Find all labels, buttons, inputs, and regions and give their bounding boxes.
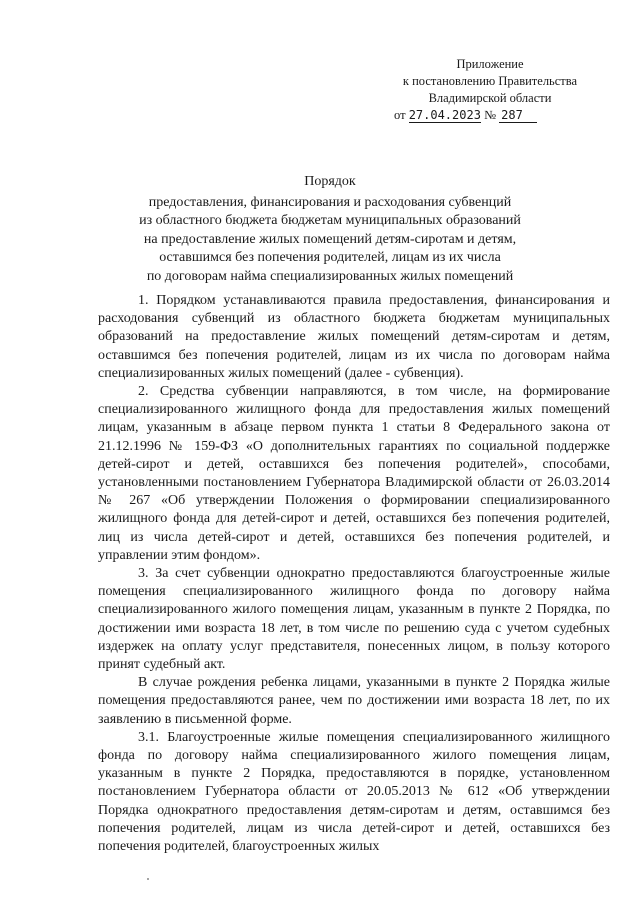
appendix-label: Приложение: [456, 57, 524, 71]
title-subline: по договорам найма специализированных жилых помещений: [146, 268, 514, 284]
number-sign: №: [484, 108, 496, 122]
title-subline: оставшимся без попечения родителей, лицам из их числа: [159, 250, 501, 265]
region-name: Владимирской области: [428, 91, 552, 105]
paragraph-3-continuation: В случае рождения ребенка лицами, указанными в пункте 2 Порядка жилые помещения предоставляются ранее, чем по достижении ими возраста 18 лет, по их заявлению в письменной форме.: [98, 675, 610, 727]
paragraph-3-1: 3.1. Благоустроенные жилые помещения специализированного жилищного фонда по договору найма специализированного жилого помещения лицам, указанным в пункте 2 Порядка, предоставляются в порядке, установленном постановлением Губернатора области от 20.05.2013 № 612 «Об утверждении Порядка однократного предоставления детям-сиротам и детям, оставшимся без попечения родителей, лицам из числа детей-сирот и детей, оставшихся без попечения родителей, благоустроенных жилых: [98, 729, 610, 855]
title-subline: предоставления, финансирования и расходования субвенций: [148, 194, 512, 210]
document-body: [98, 292, 610, 856]
date-prefix: от: [394, 108, 406, 122]
resolution-reference: к постановлению Правительства: [402, 74, 578, 88]
scan-speck: [147, 878, 149, 880]
document-title: [60, 173, 600, 286]
paragraph-2: 2. Средства субвенции направляются, в том числе, на формирование специализированного жилищного фонда для предоставления жилых помещений лицам, указанным в абзаце первом пункта 1 статьи 8 Федерального закона от 21.12.1996 № 159-ФЗ «О дополнительных гарантиях по социальной поддержке детей-сирот и детей, оставшихся без попечения родителей», способами, установленными постановлением Губернатора Владимирской области от 26.03.2014 № 267 «Об утверждении Положения о формировании специализированного жилищного фонда для детей-сирот и детей, оставшихся без попечения родителей, лиц из числа детей-сирот и детей, оставшихся без попечения родителей, и управлении этим фондом».: [98, 384, 610, 563]
title-subline: из областного бюджета бюджетам муниципальных образований: [139, 213, 521, 228]
title-subline: на предоставление жилых помещений детям-сиротам и детям,: [143, 231, 517, 247]
resolution-number: 287: [499, 109, 537, 123]
paragraph-1: 1. Порядком устанавливаются правила предоставления, финансирования и расходования субвенций из областного бюджета бюджетам муниципальных образований на предоставление жилых помещений детям-сиротам и детям, оставшимся без попечения родителей, лицам из их числа по договорам найма специализированных жилых помещений (далее - субвенция).: [98, 293, 610, 381]
appendix-header: [380, 56, 600, 124]
title-main: Порядок: [304, 174, 356, 189]
resolution-date-number: [380, 107, 600, 124]
resolution-date: 27.04.2023: [408, 108, 481, 122]
paragraph-3: 3. За счет субвенции однократно предоставляются благоустроенные жилые помещения специализированного жилищного фонда по договору найма специализированного жилого помещения лицам, указанным в пункте 2 Порядка, по достижении ими возраста 18 лет, в том числе по решению суда с учетом судебных издержек на оплату услуг представителя, понесенных лицом, в пользу которого принят судебный акт.: [98, 566, 610, 673]
